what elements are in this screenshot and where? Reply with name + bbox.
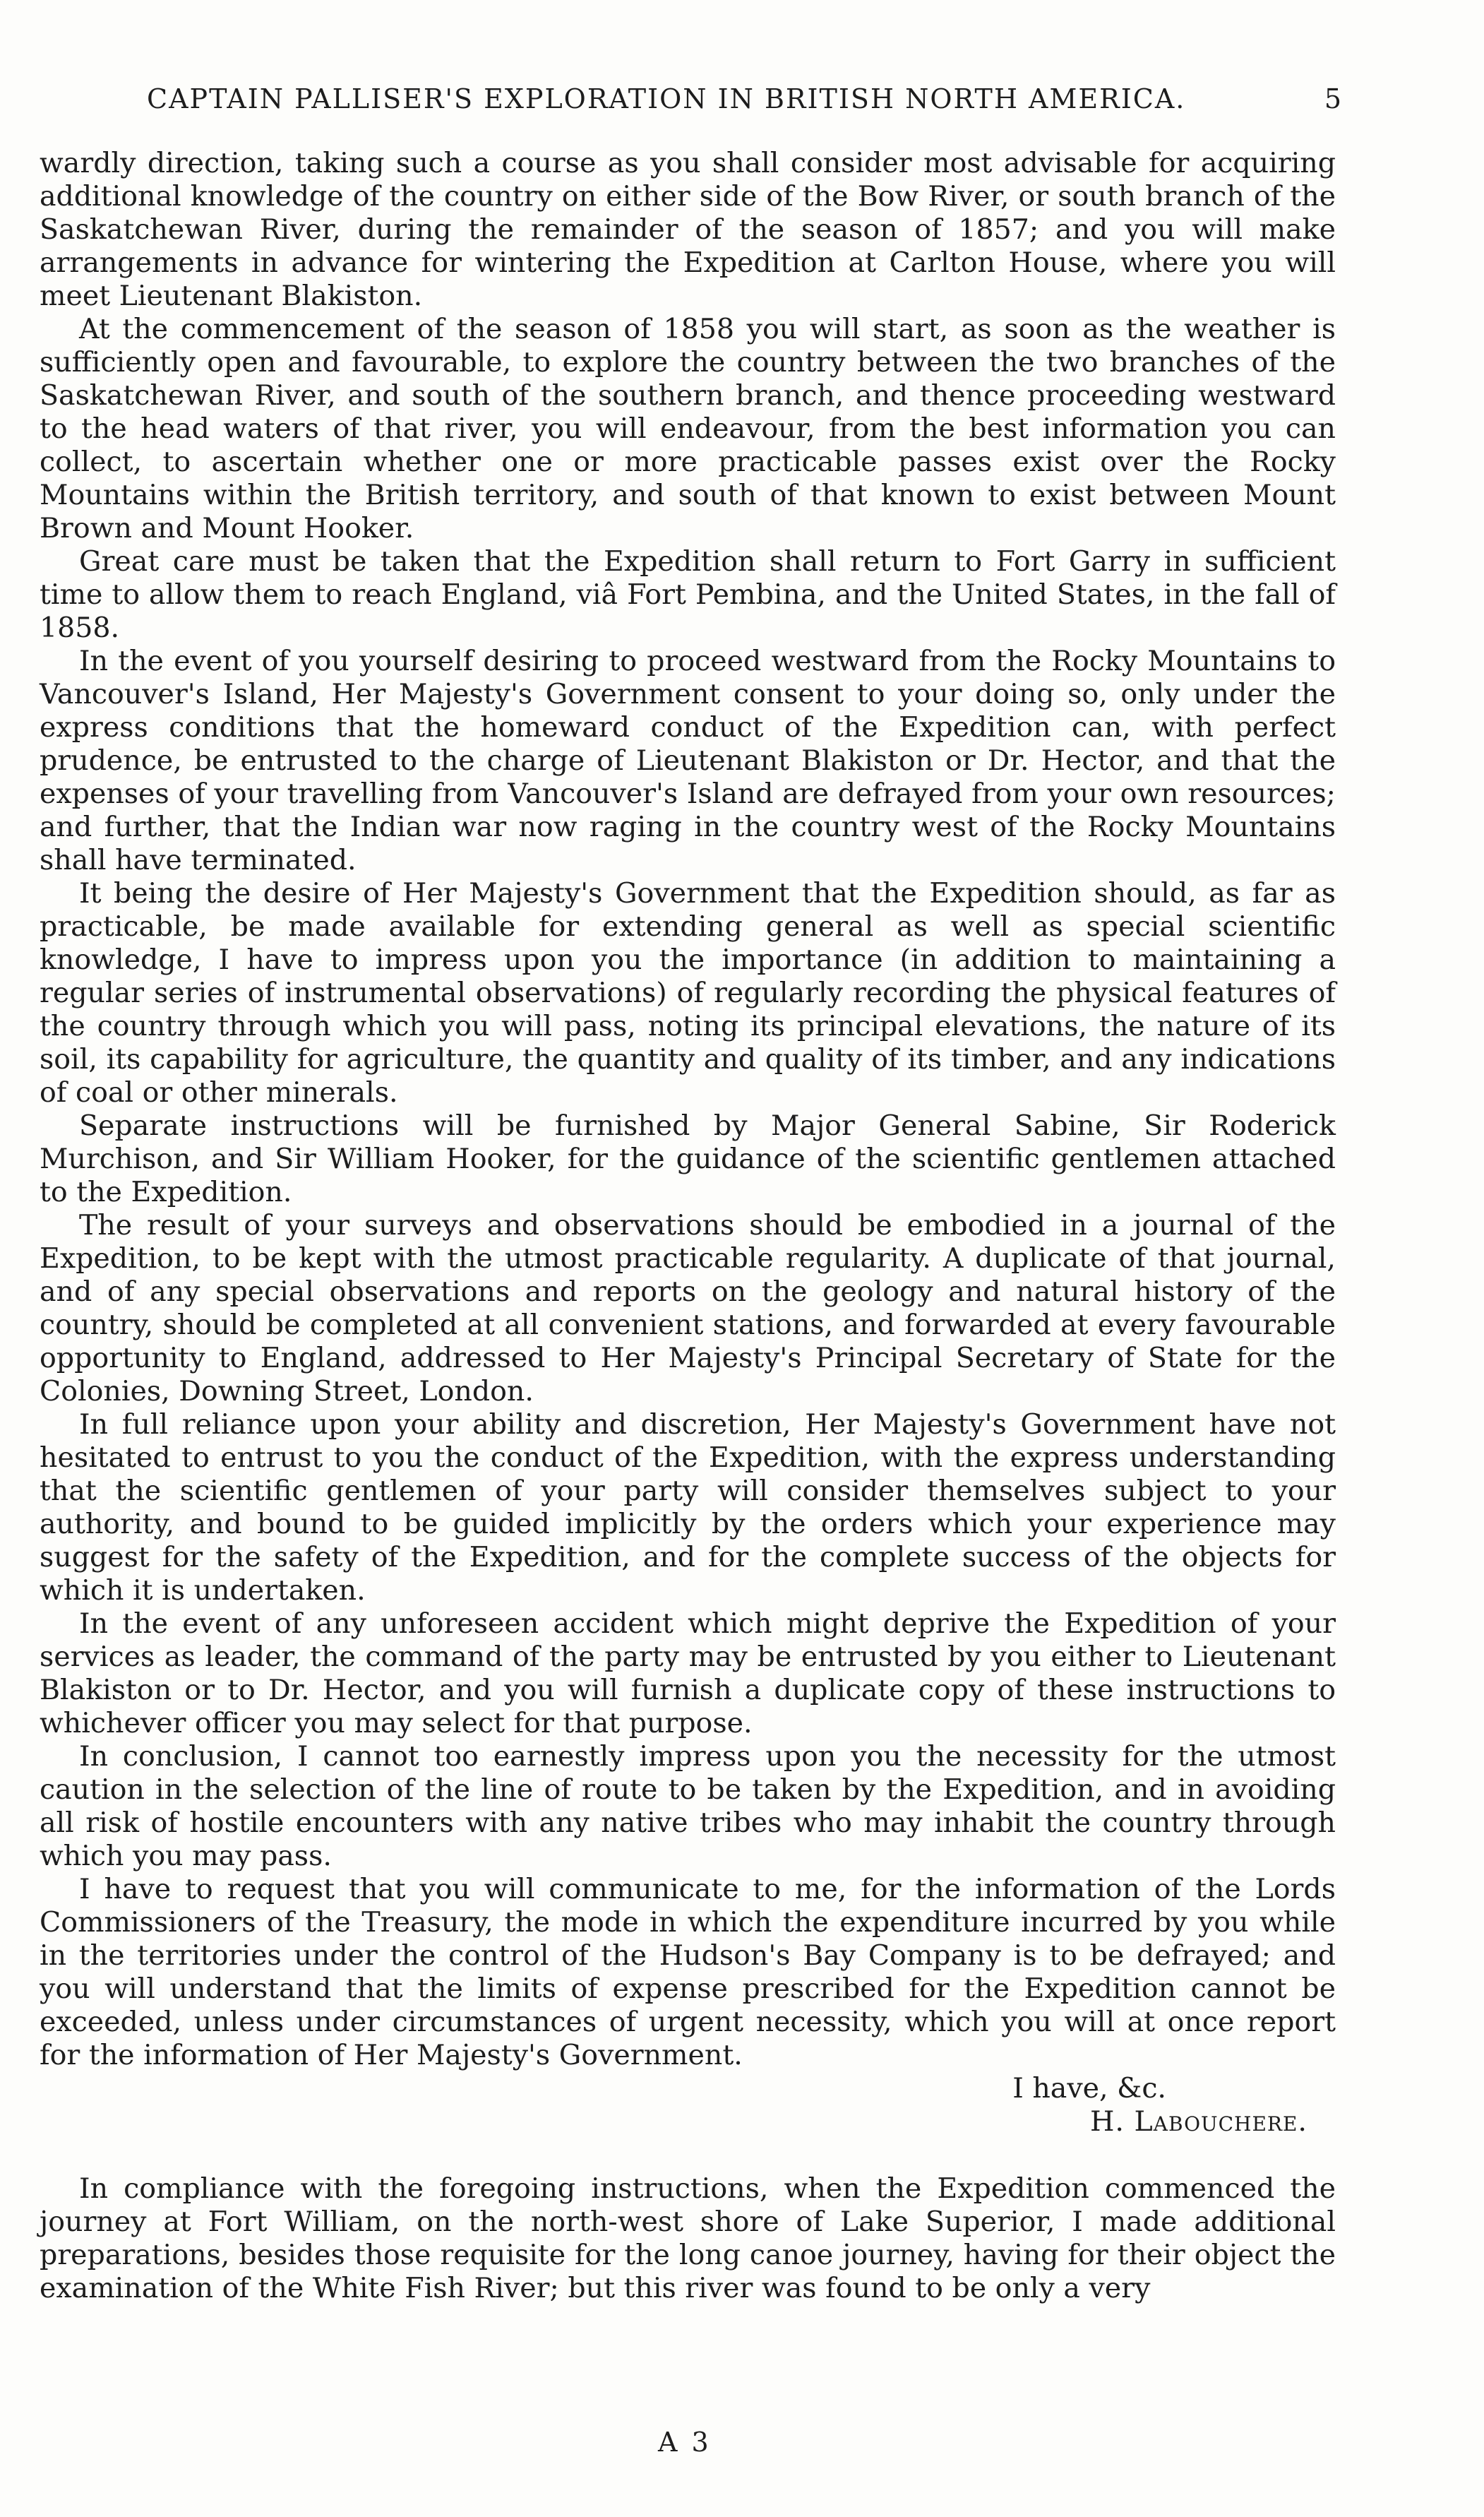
page-header <box>49 83 1341 126</box>
closing-line: I have, &c. <box>1012 2072 1166 2105</box>
running-head: CAPTAIN PALLISER'S EXPLORATION IN BRITISH NORTH AMERICA. <box>147 83 1186 114</box>
paragraph-1: wardly direction, taking such a course as you shall consider most advisable for acquiring additional knowledge of the country on either side of the Bow River, or south branch of the Saskatchewan River, during the remainder of the season of 1857; and you will make arrangements in advance for wintering the Expedition at Carlton House, where you will meet Lieutenant Blakiston. <box>40 147 1336 312</box>
paragraph-2: At the commencement of the season of 1858 you will start, as soon as the weather is sufficiently open and favourable, to explore the country between the two branches of the Saskatchewan River, and south of the southern branch, and thence proceeding westward to the head waters of that river, you will endeavour, from the best information you can collect, to ascertain whether one or more practicable passes exist over the Rocky Mountains within the British territory, and south of that known to exist between Mount Brown and Mount Hooker. <box>40 313 1336 545</box>
narrative-paragraph: In compliance with the foregoing instructions, when the Expedition commenced the journey at Fort William, on the north-west shore of Lake Superior, I made additional preparations, besides those requisite for the long canoe journey, having for their object the examination of the White Fish River; but this river was found to be only a very <box>40 2172 1336 2304</box>
section-gap <box>40 2138 1336 2172</box>
paragraph-4: In the event of you yourself desiring to proceed westward from the Rocky Mountains to Vancouver's Island, Her Majesty's Government consent to your doing so, only under the express conditions that the homeward conduct of the Expedition can, with perfect prudence, be entrusted to the charge of Lieutenant Blakiston or Dr. Hector, and that the expenses of your travelling from Vancouver's Island are defrayed from your own resources; and further, that the Indian war now raging in the country west of the Rocky Mountains shall have terminated. <box>40 645 1336 876</box>
paragraph-5: It being the desire of Her Majesty's Government that the Expedition should, as far as practicable, be made available for extending general as well as special scientific knowledge, I have to impress upon you the importance (in addition to maintaining a regular series of instrumental observations) of regularly recording the physical features of the country through which you will pass, noting its principal elevations, the nature of its soil, its capability for agriculture, the quantity and quality of its timber, and any indications of coal or other minerals. <box>40 877 1336 1109</box>
paragraph-6: Separate instructions will be furnished by Major General Sabine, Sir Roderick Murchison, and Sir William Hooker, for the guidance of the scientific gentlemen attached to the Expedition. <box>40 1109 1336 1208</box>
body-text <box>40 147 1336 2305</box>
paragraph-3: Great care must be taken that the Expedition shall return to Fort Garry in sufficient time to allow them to reach England, viâ Fort Pembina, and the United States, in the fall of 1858. <box>40 545 1336 644</box>
paragraph-10: In conclusion, I cannot too earnestly impress upon you the necessity for the utmost caution in the selection of the line of route to be taken by the Expedition, and in avoiding all risk of hostile encounters with any native tribes who may inhabit the country through which you may pass. <box>40 1740 1336 1872</box>
printer-signature-mark: A 3 <box>658 2427 712 2458</box>
paragraph-8: In full reliance upon your ability and discretion, Her Majesty's Government have not hesitated to entrust to you the conduct of the Expedition, with the express understanding that the scientific gentlemen of your party will consider themselves subject to your authority, and bound to be guided implicitly by the orders which your experience may suggest for the safety of the Expedition, and for the complete success of the objects for which it is undertaken. <box>40 1408 1336 1607</box>
letter-signoff <box>40 2072 1336 2138</box>
paragraph-9: In the event of any unforeseen accident which might deprive the Expedition of your services as leader, the command of the party may be entrusted by you either to Lieutenant Blakiston or to Dr. Hector, and you will furnish a duplicate copy of these instructions to whichever officer you may select for that purpose. <box>40 1607 1336 1739</box>
paragraph-11: I have to request that you will communicate to me, for the information of the Lords Commissioners of the Treasury, the mode in which the expenditure incurred by you while in the territories under the control of the Hudson's Bay Company is to be defrayed; and you will understand that the limits of expense prescribed for the Expedition cannot be exceeded, unless under circumstances of urgent necessity, which you will at once report for the information of Her Majesty's Government. <box>40 1873 1336 2071</box>
signature: H. Labouchere. <box>1089 2105 1308 2138</box>
page-number: 5 <box>1324 83 1341 114</box>
paragraph-7: The result of your surveys and observations should be embodied in a journal of the Expedition, to be kept with the utmost practicable regularity. A duplicate of that journal, and of any special observations and reports on the geology and natural history of the country, should be completed at all convenient stations, and forwarded at every favourable opportunity to England, addressed to Her Majesty's Principal Secretary of State for the Colonies, Downing Street, London. <box>40 1209 1336 1408</box>
